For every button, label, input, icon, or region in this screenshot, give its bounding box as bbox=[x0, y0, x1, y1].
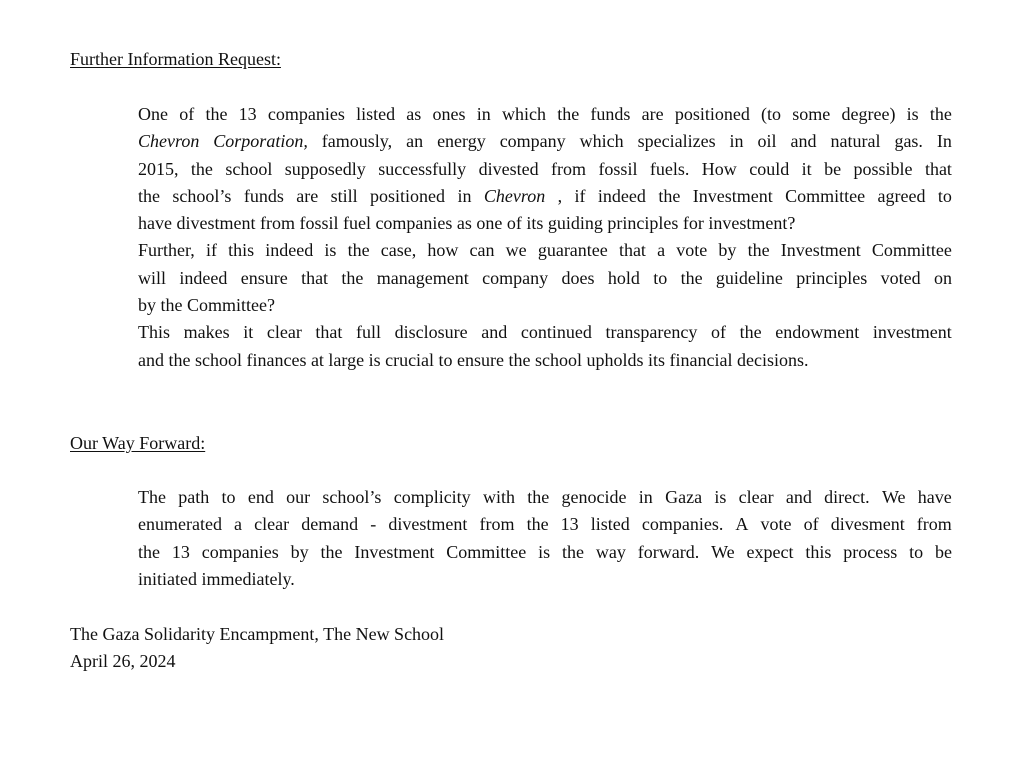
text-word: as bbox=[406, 104, 422, 124]
text-word: possible bbox=[853, 158, 913, 179]
text-word: the bbox=[138, 185, 160, 206]
text-word: The bbox=[138, 487, 166, 507]
text-word: 13 bbox=[238, 104, 257, 124]
text-word: In bbox=[936, 131, 952, 152]
text-word: can bbox=[469, 240, 495, 261]
text-word: and bbox=[785, 487, 812, 507]
text-word: way bbox=[595, 541, 626, 562]
text-word: to bbox=[937, 185, 952, 206]
text-word: vote bbox=[760, 514, 792, 535]
text-line bbox=[138, 539, 952, 566]
text-word: continued bbox=[520, 322, 592, 343]
text-word: supposedly bbox=[284, 158, 366, 179]
text-word: listed bbox=[590, 514, 630, 535]
text-word: we bbox=[505, 240, 527, 261]
text-word: path bbox=[178, 487, 210, 507]
text-word: disclosure bbox=[394, 322, 468, 343]
text-word: Investment bbox=[780, 240, 861, 261]
text-word: have bbox=[917, 487, 952, 507]
text-line bbox=[138, 511, 952, 538]
text-word: Committee bbox=[785, 185, 866, 206]
text-word: companies. bbox=[641, 514, 724, 535]
section-heading-our-way-forward: Our Way Forward: bbox=[70, 433, 206, 453]
text-word: clear bbox=[266, 322, 302, 343]
text-segment: by the Committee? bbox=[138, 295, 275, 316]
text-word: guideline bbox=[715, 267, 783, 288]
text-segment: have divestment from fossil fuel companies as one of its guiding principles for investment? bbox=[138, 213, 796, 234]
text-word: degree) bbox=[841, 104, 896, 124]
text-word: indeed bbox=[597, 185, 646, 206]
text-word: company bbox=[482, 267, 549, 288]
text-word: the bbox=[190, 158, 213, 179]
text-word: famously, bbox=[321, 131, 393, 152]
text-word: the bbox=[527, 487, 550, 507]
text-word: some bbox=[792, 104, 831, 124]
text-word: in bbox=[457, 185, 472, 206]
text-word: the bbox=[138, 541, 160, 562]
text-word: with bbox=[482, 487, 515, 507]
text-word: Investment bbox=[692, 185, 773, 206]
text-word: direct. bbox=[824, 487, 870, 507]
text-word: this bbox=[228, 240, 255, 261]
text-word: does bbox=[561, 267, 595, 288]
text-word: clear bbox=[254, 514, 290, 535]
text-word: that bbox=[618, 240, 646, 261]
text-word: if bbox=[205, 240, 217, 261]
text-word: the bbox=[320, 541, 343, 562]
text-word: Gaza bbox=[665, 487, 703, 507]
text-word: end bbox=[247, 487, 274, 507]
text-word: How bbox=[701, 158, 737, 179]
text-word: company bbox=[499, 131, 566, 152]
text-word: school’s bbox=[172, 185, 232, 206]
text-line bbox=[138, 484, 952, 511]
text-word: oil bbox=[757, 131, 777, 152]
text-word: (to bbox=[761, 104, 782, 124]
text-word: Further, bbox=[138, 240, 195, 261]
text-word: gas. bbox=[894, 131, 923, 152]
text-word: is bbox=[906, 104, 919, 124]
text-word: this bbox=[805, 541, 832, 562]
text-line bbox=[138, 566, 952, 593]
text-word: energy bbox=[437, 131, 486, 152]
text-word: the bbox=[557, 104, 580, 124]
text-word: of bbox=[711, 322, 726, 343]
text-word: vote bbox=[676, 240, 708, 261]
text-word: that bbox=[924, 158, 952, 179]
text-word: principles bbox=[796, 267, 868, 288]
text-word: by bbox=[290, 541, 309, 562]
text-word: Investment bbox=[354, 541, 435, 562]
text-word: from bbox=[916, 514, 952, 535]
text-word: full bbox=[356, 322, 382, 343]
text-line bbox=[138, 156, 952, 183]
text-word: listed bbox=[356, 104, 396, 124]
text-word: indeed bbox=[179, 267, 228, 288]
text-line bbox=[138, 237, 952, 264]
text-line bbox=[138, 265, 952, 292]
text-word: to bbox=[221, 487, 236, 507]
text-word: funds bbox=[243, 185, 284, 206]
text-word: clear bbox=[738, 487, 774, 507]
text-word: investment bbox=[872, 322, 952, 343]
text-word: are bbox=[296, 185, 319, 206]
text-word: successfully bbox=[378, 158, 467, 179]
text-word: and bbox=[481, 322, 508, 343]
text-word: the bbox=[205, 104, 228, 124]
text-word: makes bbox=[183, 322, 230, 343]
text-word: expect bbox=[746, 541, 794, 562]
text-word: genocide bbox=[561, 487, 627, 507]
text-word: voted bbox=[880, 267, 921, 288]
text-word: 13 bbox=[171, 541, 190, 562]
text-word: process bbox=[843, 541, 898, 562]
text-word: demand bbox=[301, 514, 359, 535]
text-word: fossil bbox=[598, 158, 638, 179]
text-line bbox=[138, 347, 952, 374]
text-word: will bbox=[138, 267, 167, 288]
text-word: divesment bbox=[830, 514, 905, 535]
text-word: We bbox=[881, 487, 906, 507]
our-way-forward-paragraph bbox=[138, 484, 952, 593]
text-word: divested bbox=[478, 158, 539, 179]
text-word: the bbox=[341, 267, 364, 288]
text-line bbox=[138, 101, 952, 128]
text-line bbox=[138, 210, 952, 237]
text-word: - bbox=[370, 514, 377, 535]
text-word: to bbox=[653, 267, 668, 288]
text-word: from bbox=[551, 158, 587, 179]
text-word: Chevron bbox=[483, 185, 546, 206]
text-word: the bbox=[747, 240, 770, 261]
text-word: how bbox=[427, 240, 459, 261]
text-word: companies bbox=[201, 541, 279, 562]
text-word: school bbox=[225, 158, 273, 179]
text-word: on bbox=[933, 267, 952, 288]
text-word: the bbox=[658, 185, 681, 206]
text-segment: initiated immediately. bbox=[138, 568, 295, 589]
text-line bbox=[138, 319, 952, 346]
text-word: is bbox=[714, 487, 727, 507]
text-word: that bbox=[315, 322, 343, 343]
text-word: positioned bbox=[370, 185, 446, 206]
text-word: be bbox=[824, 158, 842, 179]
text-word: of bbox=[803, 514, 819, 535]
text-word: agreed bbox=[877, 185, 926, 206]
text-word: in bbox=[729, 131, 744, 152]
text-word: the bbox=[561, 541, 584, 562]
text-word: that bbox=[301, 267, 329, 288]
text-word: Committee bbox=[446, 541, 527, 562]
text-word: case, bbox=[380, 240, 417, 261]
text-word: our bbox=[286, 487, 311, 507]
text-word: natural bbox=[830, 131, 881, 152]
text-word: school’s bbox=[322, 487, 382, 507]
text-word: be bbox=[935, 541, 952, 562]
text-word: forward. bbox=[637, 541, 700, 562]
text-word: guarantee bbox=[537, 240, 608, 261]
text-word: an bbox=[406, 131, 424, 152]
text-word: companies bbox=[267, 104, 345, 124]
text-word: by bbox=[718, 240, 737, 261]
text-word: it bbox=[243, 322, 254, 343]
text-word: , bbox=[557, 185, 563, 206]
text-word: the bbox=[739, 322, 762, 343]
text-word: 2015, bbox=[138, 158, 179, 179]
text-word: funds bbox=[590, 104, 631, 124]
text-word: if bbox=[574, 185, 586, 206]
text-word: in bbox=[638, 487, 653, 507]
text-word: are bbox=[641, 104, 664, 124]
text-word: divestment bbox=[388, 514, 468, 535]
text-word: A bbox=[735, 514, 749, 535]
text-word: the bbox=[929, 104, 952, 124]
text-word: is bbox=[324, 240, 337, 261]
text-word: management bbox=[376, 267, 469, 288]
text-word: specializes bbox=[637, 131, 716, 152]
text-word: positioned bbox=[674, 104, 750, 124]
text-word: ensure bbox=[240, 267, 288, 288]
text-word: to bbox=[909, 541, 924, 562]
text-word: ones bbox=[432, 104, 466, 124]
text-word: and bbox=[790, 131, 817, 152]
text-word: still bbox=[330, 185, 358, 206]
text-word: a bbox=[657, 240, 666, 261]
text-line bbox=[138, 183, 952, 210]
text-word: This bbox=[138, 322, 171, 343]
text-word: 13 bbox=[560, 514, 579, 535]
text-line bbox=[138, 292, 952, 319]
text-line bbox=[138, 128, 952, 155]
text-word: transparency bbox=[605, 322, 698, 343]
text-word: Committee bbox=[871, 240, 952, 261]
text-word: it bbox=[801, 158, 812, 179]
text-word: enumerated bbox=[138, 514, 222, 535]
text-word: the bbox=[347, 240, 370, 261]
text-word: hold bbox=[607, 267, 640, 288]
text-word: endowment bbox=[775, 322, 860, 343]
text-segment: and the school finances at large is crucial to ensure the school upholds its financial decisions. bbox=[138, 349, 809, 370]
text-word: the bbox=[680, 267, 703, 288]
text-word: Chevron bbox=[138, 131, 200, 152]
text-word: We bbox=[711, 541, 735, 562]
text-word: is bbox=[538, 541, 551, 562]
text-word: which bbox=[501, 104, 546, 124]
text-word: from bbox=[479, 514, 515, 535]
signature-date: April 26, 2024 bbox=[70, 651, 176, 671]
signature-organization: The Gaza Solidarity Encampment, The New School bbox=[70, 624, 445, 644]
text-word: of bbox=[179, 104, 195, 124]
text-word: complicity bbox=[393, 487, 471, 507]
text-word: which bbox=[579, 131, 624, 152]
text-word: a bbox=[234, 514, 243, 535]
text-word: indeed bbox=[265, 240, 314, 261]
text-word: Corporation, bbox=[213, 131, 308, 152]
text-word: in bbox=[476, 104, 491, 124]
text-word: One bbox=[138, 104, 168, 124]
further-information-paragraph bbox=[138, 101, 952, 374]
text-word: fuels. bbox=[649, 158, 690, 179]
text-word: the bbox=[526, 514, 549, 535]
section-heading-further-information: Further Information Request: bbox=[70, 49, 281, 69]
text-word: could bbox=[749, 158, 790, 179]
